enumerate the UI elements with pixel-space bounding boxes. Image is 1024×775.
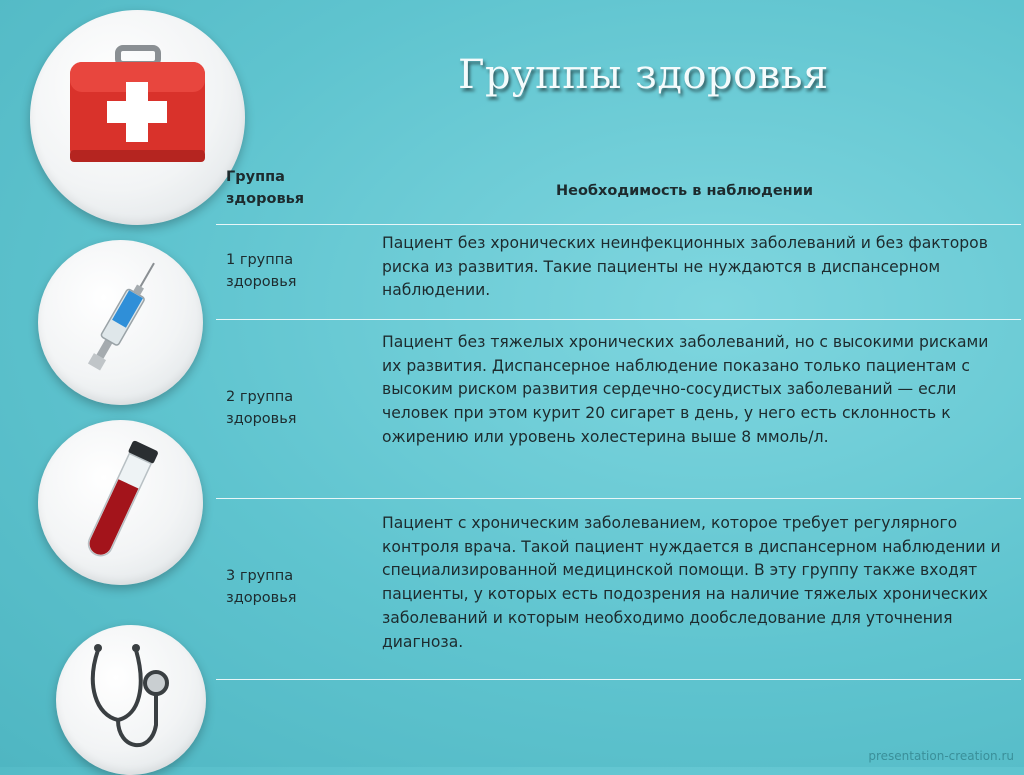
syringe-circle <box>38 240 203 405</box>
slide-title: Группы здоровья <box>458 52 829 98</box>
header-group: Группа здоровья <box>226 169 305 207</box>
test-tube-circle <box>38 420 203 585</box>
observation-cell: Пациент без хронических неинфекционных заболеваний и без факторов риска из развития. Такие пациенты не нуждаются в диспансерном наблюдении. <box>382 234 988 300</box>
test-tube-icon <box>38 420 203 585</box>
syringe-icon <box>38 240 203 405</box>
group-cell: 2 группа здоровья <box>226 389 297 427</box>
table-row <box>216 499 1021 680</box>
watermark: presentation-creation.ru <box>868 749 1014 763</box>
first-aid-kit-circle <box>30 10 245 225</box>
group-cell: 3 группа здоровья <box>226 568 297 606</box>
table-row <box>216 320 1021 499</box>
table-row <box>216 225 1021 320</box>
observation-cell: Пациент без тяжелых хронических заболеваний, но с высокими рисками их развития. Диспансерное наблюдение показано только пациентам с высоким риском развития сердечно-сосудистых заболеваний — если человек при этом курит 20 сигарет в день, у него есть склонность к ожирению или уровень холестерина выше 8 ммоль/л. <box>382 333 989 446</box>
group-cell: 1 группа здоровья <box>226 252 297 290</box>
table-header-row <box>216 160 1021 225</box>
stethoscope-icon <box>56 625 206 775</box>
first-aid-kit-icon <box>30 10 245 225</box>
header-observation: Необходимость в наблюдении <box>556 183 814 199</box>
observation-cell: Пациент с хроническим заболеванием, которое требует регулярного контроля врача. Такой пациент нуждается в диспансерном наблюдении и специализированной медицинской помощи. В эту группу также входят пациенты, у которых есть подозрения на наличие тяжелых хронических заболеваний и которым необходимо дообследование для уточнения диагноза. <box>382 514 1001 651</box>
stethoscope-circle <box>56 625 206 775</box>
health-groups-table <box>216 160 1021 680</box>
